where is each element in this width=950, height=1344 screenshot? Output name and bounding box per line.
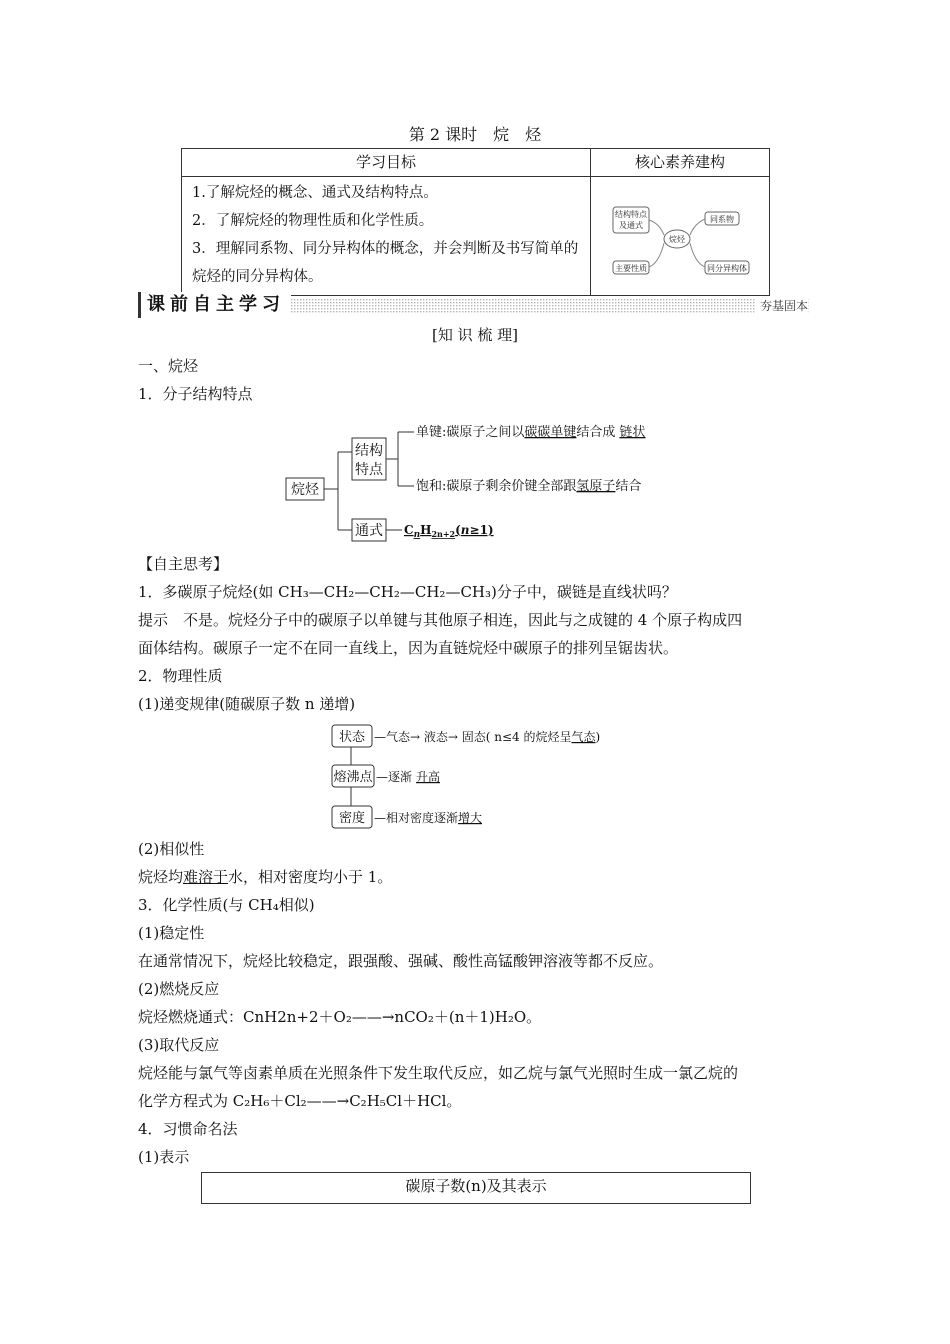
- stability-text: 在通常情况下，烷烃比较稳定，跟强酸、强碱、酸性高锰酸钾溶液等都不反应。: [138, 952, 664, 970]
- struct-general-formula: $C_nH_{2n+2}(n\ge 1)$: [404, 523, 494, 540]
- mindmap-right-1: 同系物: [710, 215, 734, 224]
- answer-1-line-1: 提示 不是。烷烃分子中的碳原子以单键与其他原子相连，因此与之成键的 4 个原子构成四: [138, 611, 743, 629]
- mindmap-diagram: [591, 177, 769, 287]
- section-title: 课前自主学习: [138, 292, 291, 318]
- knowledge-heading: [知 识 梳 理]: [431, 326, 518, 344]
- substitution-line-2: 化学方程式为 C₂H₆＋Cl₂——→C₂H₅Cl＋HCl。: [138, 1092, 462, 1110]
- substitution-line-1: 烷烃能与氯气等卤素单质在光照条件下发生取代反应，如乙烷与氯气光照时生成一氯乙烷的: [138, 1064, 739, 1082]
- structure-diagram: [280, 418, 680, 544]
- phys-bp-label: 熔沸点: [333, 770, 373, 785]
- heading-combustion: (2)燃烧反应: [138, 980, 220, 998]
- heading-alkane: 一、烷烃: [138, 357, 199, 375]
- phys-bp-text: —逐渐 升高: [376, 770, 441, 784]
- carbon-count-table-header: 碳原子数(n)及其表示: [201, 1172, 751, 1204]
- phys-state-label: 状态: [338, 730, 366, 745]
- heading-chemical: 3．化学性质(与 CH₄相似): [138, 896, 315, 914]
- think-heading: 【自主思考】: [138, 555, 229, 573]
- similarity-text: 烷烃均难溶于水，相对密度均小于 1。: [138, 868, 393, 886]
- mindmap-left-2: 主要性质: [615, 264, 647, 273]
- struct-leaf-saturated: 饱和:碳原子剩余价键全部跟氢原子结合: [416, 479, 642, 494]
- svg-text:结构: 结构: [355, 443, 383, 459]
- objectives-list: [182, 177, 591, 296]
- objective-item: 2．了解烷烃的物理性质和化学性质。: [192, 213, 434, 229]
- phys-density-label: 密度: [338, 811, 366, 826]
- objectives-table: [181, 148, 770, 296]
- physical-diagram: [330, 722, 660, 834]
- objective-item: 3．理解同系物、同分异构体的概念，并会判断及书写简单的烷烃的同分异构体。: [192, 241, 579, 285]
- svg-text:特点: 特点: [355, 462, 383, 478]
- section-subtitle: 夯基固本: [756, 296, 808, 316]
- struct-branch-formula: 通式: [355, 523, 383, 539]
- heading-trend: (1)递变规律(随碳原子数 n 递增): [138, 695, 356, 713]
- heading-physical: 2．物理性质: [138, 667, 223, 685]
- struct-leaf-single-bond: 单键:碳原子之间以碳碳单键结合成 链状: [416, 425, 646, 440]
- heading-representation: (1)表示: [138, 1148, 190, 1166]
- lesson-title: 第 2 课时 烷 烃: [408, 125, 542, 144]
- phys-density-text: —相对密度逐渐增大: [374, 811, 483, 825]
- heading-similarity: (2)相似性: [138, 840, 205, 858]
- mindmap-left-1: 结构特点: [615, 210, 647, 219]
- phys-state-text: —气态→ 液态→ 固态( n≤4 的烷烃呈气态): [374, 730, 601, 744]
- heading-naming: 4．习惯命名法: [138, 1120, 238, 1138]
- mindmap-right-2: 同分异构体: [707, 264, 747, 273]
- mindmap-center: 烷烃: [669, 235, 685, 244]
- question-1: 1．多碳原子烷烃(如 CH₃—CH₂—CH₂—CH₂—CH₃)分子中，碳链是直线状吗？: [138, 583, 677, 601]
- heading-substitution: (3)取代反应: [138, 1036, 220, 1054]
- struct-root: 烷烃: [291, 482, 319, 498]
- core-literacy-header: 核心素养建构: [591, 149, 770, 177]
- heading-structure: 1．分子结构特点: [138, 385, 253, 403]
- mindmap-cell: [591, 177, 770, 296]
- objectives-header: 学习目标: [182, 149, 591, 177]
- answer-1-line-2: 面体结构。碳原子一定不在同一直线上，因为直链烷烃中碳原子的排列呈锯齿状。: [138, 639, 679, 657]
- combustion-equation: 烷烃燃烧通式：CnH2n+2＋O₂——→nCO₂＋(n＋1)H₂O。: [138, 1008, 542, 1026]
- objective-item: 1.了解烷烃的概念、通式及结构特点。: [192, 185, 438, 201]
- svg-text:及通式: 及通式: [619, 221, 643, 230]
- heading-stability: (1)稳定性: [138, 924, 205, 942]
